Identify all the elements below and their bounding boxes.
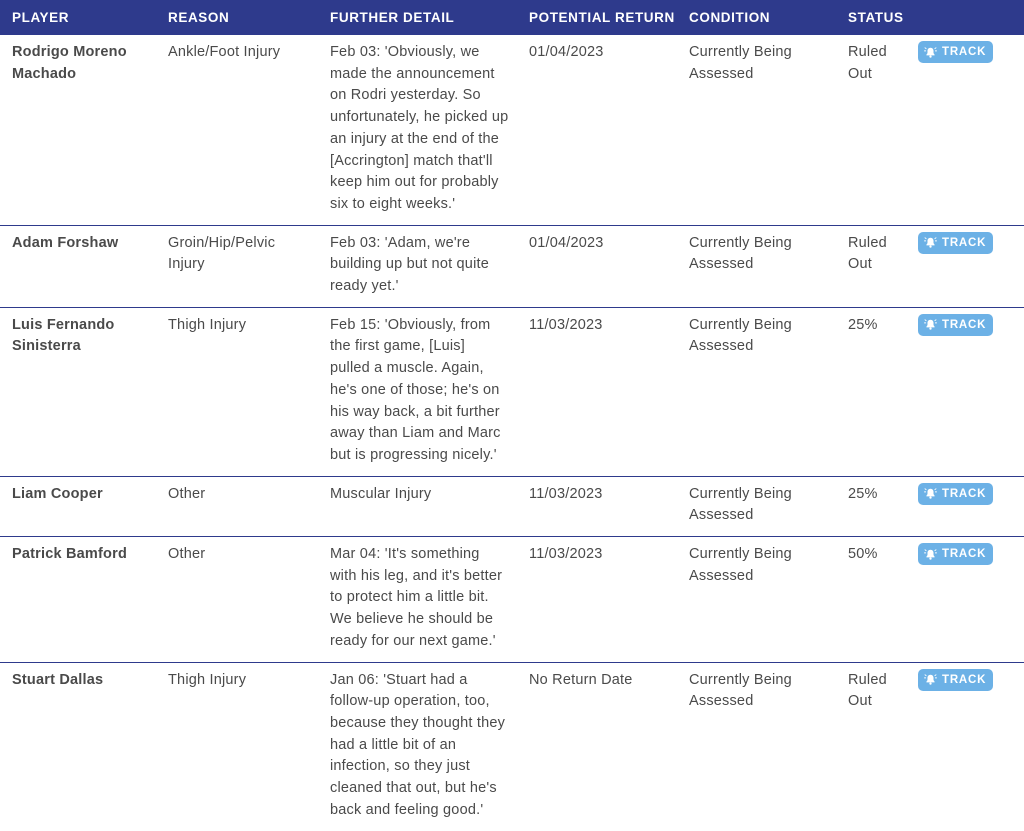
status: Ruled Out bbox=[848, 671, 887, 710]
potential-return: 01/04/2023 bbox=[529, 234, 604, 251]
further-detail: Feb 03: 'Obviously, we made the announcement on Rodri yesterday. So unfortunately, he picked up an injury at the end of the [Accrington] match that'll keep him out for probably six to eight weeks.' bbox=[330, 44, 509, 212]
further-detail: Feb 15: 'Obviously, from the first game, [Luis] pulled a muscle. Again, he's one of those; he's on his way back, a bit further away than Liam and Marc but is progressing nicely.' bbox=[330, 316, 501, 463]
bell-icon bbox=[924, 673, 937, 686]
bell-icon bbox=[924, 487, 937, 500]
header-further-detail: FURTHER DETAIL bbox=[330, 10, 455, 25]
injury-reason: Groin/Hip/Pelvic Injury bbox=[168, 234, 276, 273]
header-status: STATUS bbox=[848, 10, 904, 25]
track-cell bbox=[918, 662, 1024, 830]
further-detail: Muscular Injury bbox=[330, 485, 432, 502]
table-row bbox=[0, 537, 1024, 663]
track-cell bbox=[918, 476, 1024, 536]
status: 50% bbox=[848, 546, 878, 563]
header-condition: CONDITION bbox=[689, 10, 771, 25]
player-name: Luis Fernando Sinisterra bbox=[12, 316, 115, 355]
player-name: Stuart Dallas bbox=[12, 671, 104, 688]
track-cell bbox=[918, 307, 1024, 476]
track-button[interactable] bbox=[918, 314, 993, 336]
condition: Currently Being Assessed bbox=[689, 234, 792, 273]
player-name: Liam Cooper bbox=[12, 485, 103, 502]
injury-reason: Other bbox=[168, 546, 206, 563]
status: Ruled Out bbox=[848, 234, 887, 273]
condition: Currently Being Assessed bbox=[689, 316, 792, 355]
header-potential-return: POTENTIAL RETURN bbox=[529, 10, 675, 25]
track-cell bbox=[918, 537, 1024, 663]
track-cell bbox=[918, 225, 1024, 307]
track-button[interactable] bbox=[918, 41, 993, 63]
further-detail: Mar 04: 'It's something with his leg, and it's better to protect him a little bit. We believe he should be ready for our next game.' bbox=[330, 546, 503, 649]
track-label: TRACK bbox=[942, 487, 987, 500]
condition: Currently Being Assessed bbox=[689, 44, 792, 82]
track-label: TRACK bbox=[942, 318, 987, 331]
table-row bbox=[0, 662, 1024, 830]
table-row bbox=[0, 476, 1024, 536]
condition: Currently Being Assessed bbox=[689, 546, 792, 584]
injury-reason: Ankle/Foot Injury bbox=[168, 44, 281, 60]
further-detail: Feb 03: 'Adam, we're building up but not quite ready yet.' bbox=[330, 234, 489, 295]
potential-return: 01/04/2023 bbox=[529, 44, 604, 60]
track-label: TRACK bbox=[942, 236, 987, 249]
bell-icon bbox=[924, 46, 937, 59]
bell-icon bbox=[924, 318, 937, 331]
status: 25% bbox=[848, 485, 878, 502]
further-detail: Jan 06: 'Stuart had a follow-up operation, too, because they thought they had a little bit of an infection, so they just cleaned that out, but he's back and feeling good.' bbox=[330, 671, 506, 818]
status: Ruled Out bbox=[848, 44, 887, 82]
potential-return: No Return Date bbox=[529, 671, 633, 688]
injury-reason: Thigh Injury bbox=[168, 316, 247, 333]
track-button[interactable] bbox=[918, 669, 993, 691]
potential-return: 11/03/2023 bbox=[529, 546, 603, 563]
track-label: TRACK bbox=[942, 46, 987, 58]
table-row bbox=[0, 307, 1024, 476]
player-name: Rodrigo Moreno Machado bbox=[12, 44, 127, 82]
player-name: Adam Forshaw bbox=[12, 234, 119, 251]
header-player: PLAYER bbox=[12, 10, 70, 25]
table-header-row bbox=[0, 0, 1024, 35]
header-track bbox=[918, 0, 1024, 35]
track-label: TRACK bbox=[942, 548, 987, 561]
player-name: Patrick Bamford bbox=[12, 546, 128, 563]
track-cell bbox=[918, 35, 1024, 225]
injury-reason: Thigh Injury bbox=[168, 671, 247, 688]
track-button[interactable] bbox=[918, 483, 993, 505]
header-reason: REASON bbox=[168, 10, 230, 25]
status: 25% bbox=[848, 316, 878, 333]
bell-icon bbox=[924, 236, 937, 249]
track-label: TRACK bbox=[942, 673, 987, 686]
potential-return: 11/03/2023 bbox=[529, 485, 603, 502]
injury-reason: Other bbox=[168, 485, 206, 502]
condition: Currently Being Assessed bbox=[689, 671, 792, 710]
condition: Currently Being Assessed bbox=[689, 485, 792, 524]
table-row bbox=[0, 225, 1024, 307]
track-button[interactable] bbox=[918, 543, 993, 565]
track-button[interactable] bbox=[918, 232, 993, 254]
potential-return: 11/03/2023 bbox=[529, 316, 603, 333]
table-row bbox=[0, 35, 1024, 225]
bell-icon bbox=[924, 548, 937, 561]
